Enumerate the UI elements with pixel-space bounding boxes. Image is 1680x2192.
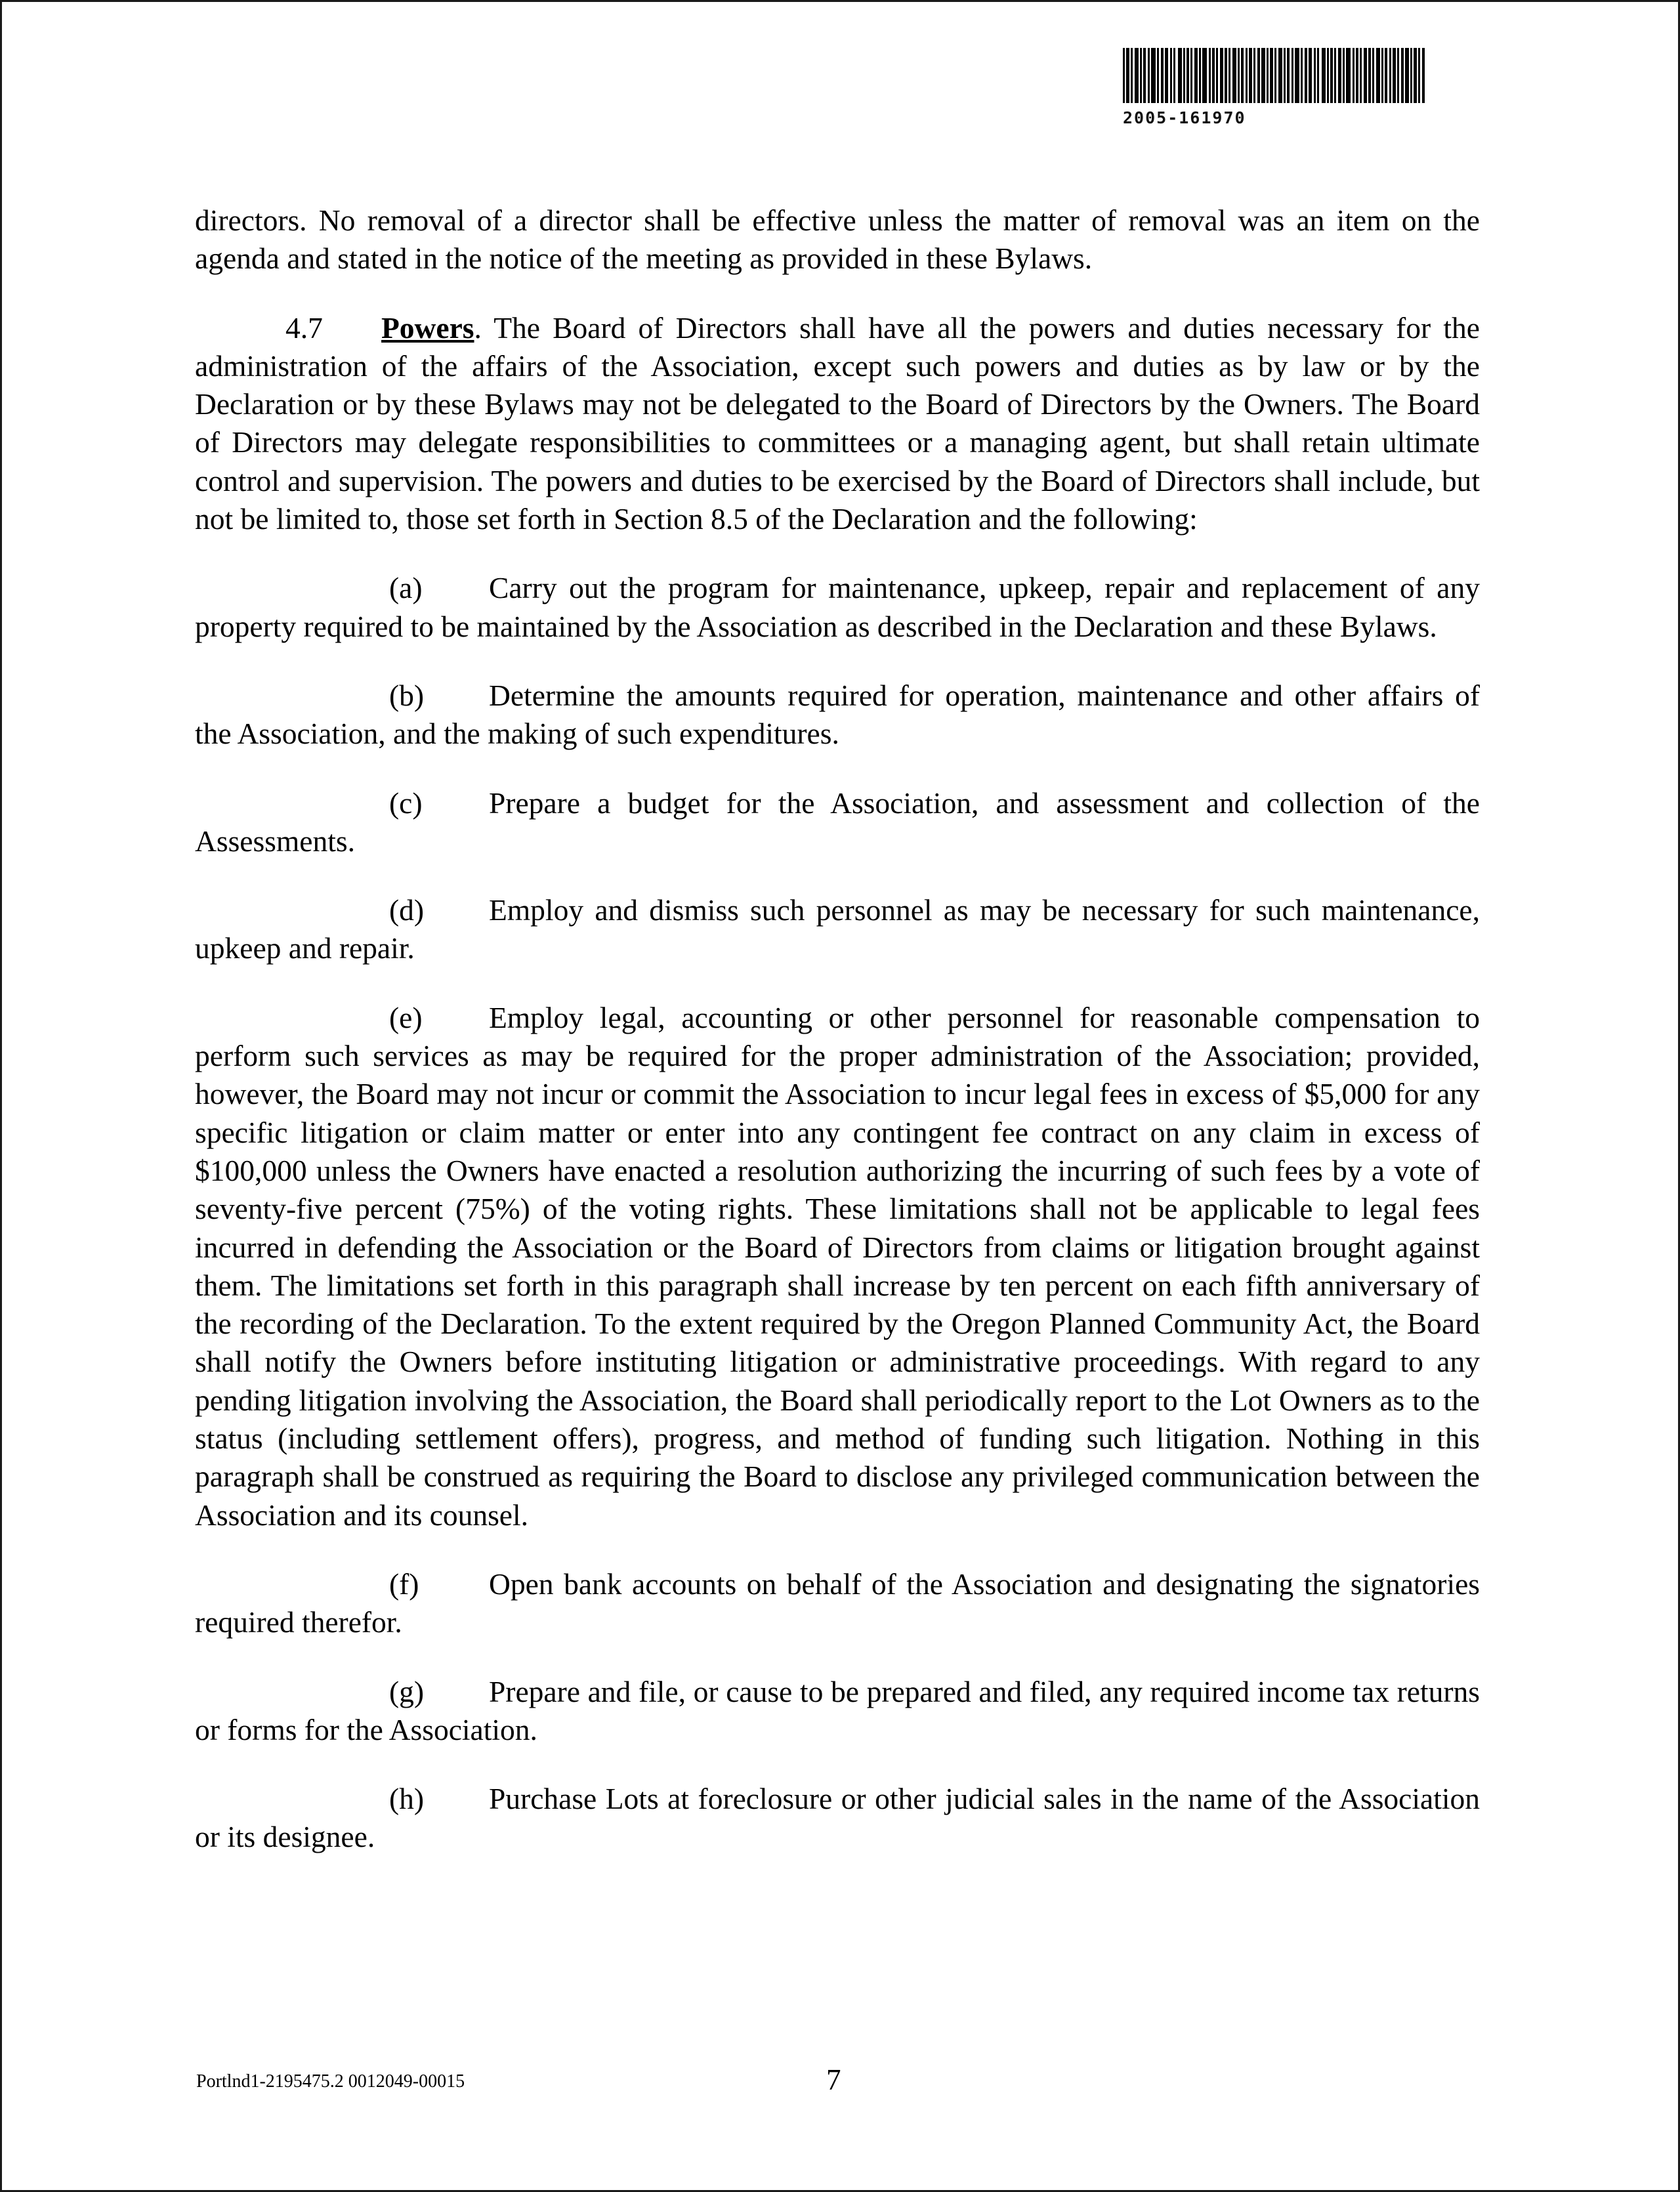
barcode-icon xyxy=(1123,48,1425,103)
document-body xyxy=(195,201,1480,1887)
item-text: Prepare and file, or cause to be prepared and filed, any required income tax returns or forms for the Association. xyxy=(195,1674,1480,1746)
list-item xyxy=(195,999,1480,1534)
barcode-number: 2005-161970 xyxy=(1123,108,1246,127)
item-text: Determine the amounts required for operation, maintenance and other affairs of the Association, and the making of such expenditures. xyxy=(195,678,1480,751)
item-text: Open bank accounts on behalf of the Association and designating the signatories required therefor. xyxy=(195,1567,1480,1639)
item-label: (e) xyxy=(389,1000,423,1034)
list-item xyxy=(195,784,1480,861)
item-label: (d) xyxy=(389,893,425,927)
list-item xyxy=(195,569,1480,646)
intro-paragraph: directors. No removal of a director shall be effective unless the matter of removal was an item on the agenda and stated in the notice of the meeting as provided in these Bylaws. xyxy=(195,203,1480,276)
item-label: (c) xyxy=(389,786,423,820)
item-text: Employ legal, accounting or other personnel for reasonable compensation to perform such services as may be required for the proper administration of the Association; provided, however, the Board may not incur or commit the Association to incur legal fees in excess of $5,000 for any specific litigation or claim matter or enter into any contingent fee contract on any claim in excess of $100,000 unless the Owners have enacted a resolution authorizing the incurring of such fees by a vote of seventy-five percent (75%) of the voting rights. These limitations shall not be applicable to legal fees incurred in defending the Association or the Board of Directors from claims or litigation brought against them. The limitations set forth in this paragraph shall increase by ten percent on each fifth anniversary of the recording of the Declaration. To the extent required by the Oregon Planned Community Act, the Board shall notify the Owners before instituting litigation or administrative proceedings. With regard to any pending litigation involving the Association, the Board shall periodically report to the Lot Owners as to the status (including settlement offers), progress, and method of funding such litigation. Nothing in this paragraph shall be construed as requiring the Board to disclose any privileged communication between the Association and its counsel. xyxy=(195,1000,1480,1532)
item-text: Employ and dismiss such personnel as may be necessary for such maintenance, upkeep and repair. xyxy=(195,893,1480,965)
section-4-7 xyxy=(195,309,1480,539)
list-item xyxy=(195,1780,1480,1857)
list-item xyxy=(195,677,1480,753)
item-label: (b) xyxy=(389,678,425,712)
item-text: Prepare a budget for the Association, and assessment and collection of the Assessments. xyxy=(195,786,1480,858)
item-label: (a) xyxy=(389,571,423,605)
section-heading: Powers xyxy=(381,310,474,345)
page-number: 7 xyxy=(826,2063,841,2096)
item-text: Purchase Lots at foreclosure or other judicial sales in the name of the Association or its designee. xyxy=(195,1782,1480,1854)
item-text: Carry out the program for maintenance, upkeep, repair and replacement of any property required to be maintained by the Association as described in the Declaration and these Bylaws. xyxy=(195,571,1480,643)
footer-document-id: Portlnd1-2195475.2 0012049-00015 xyxy=(196,2071,465,2092)
section-text: . The Board of Directors shall have all the powers and duties necessary for the administration of the affairs of the Association, except such powers and duties as by law or by the Declaration or by these Bylaws may not be delegated to the Board of Directors by the Owners. The Board of Directors may delegate responsibilities to committees or a managing agent, but shall retain ultimate control and supervision. The powers and duties to be exercised by the Board of Directors shall include, but not be limited to, those set forth in Section 8.5 of the Declaration and the following: xyxy=(195,310,1480,536)
list-item xyxy=(195,1673,1480,1750)
item-label: (h) xyxy=(389,1782,425,1816)
item-label: (f) xyxy=(389,1567,419,1601)
barcode-block xyxy=(1123,48,1425,127)
list-item xyxy=(195,1565,1480,1642)
list-item xyxy=(195,891,1480,968)
section-number: 4.7 xyxy=(285,310,323,345)
item-label: (g) xyxy=(389,1674,425,1708)
